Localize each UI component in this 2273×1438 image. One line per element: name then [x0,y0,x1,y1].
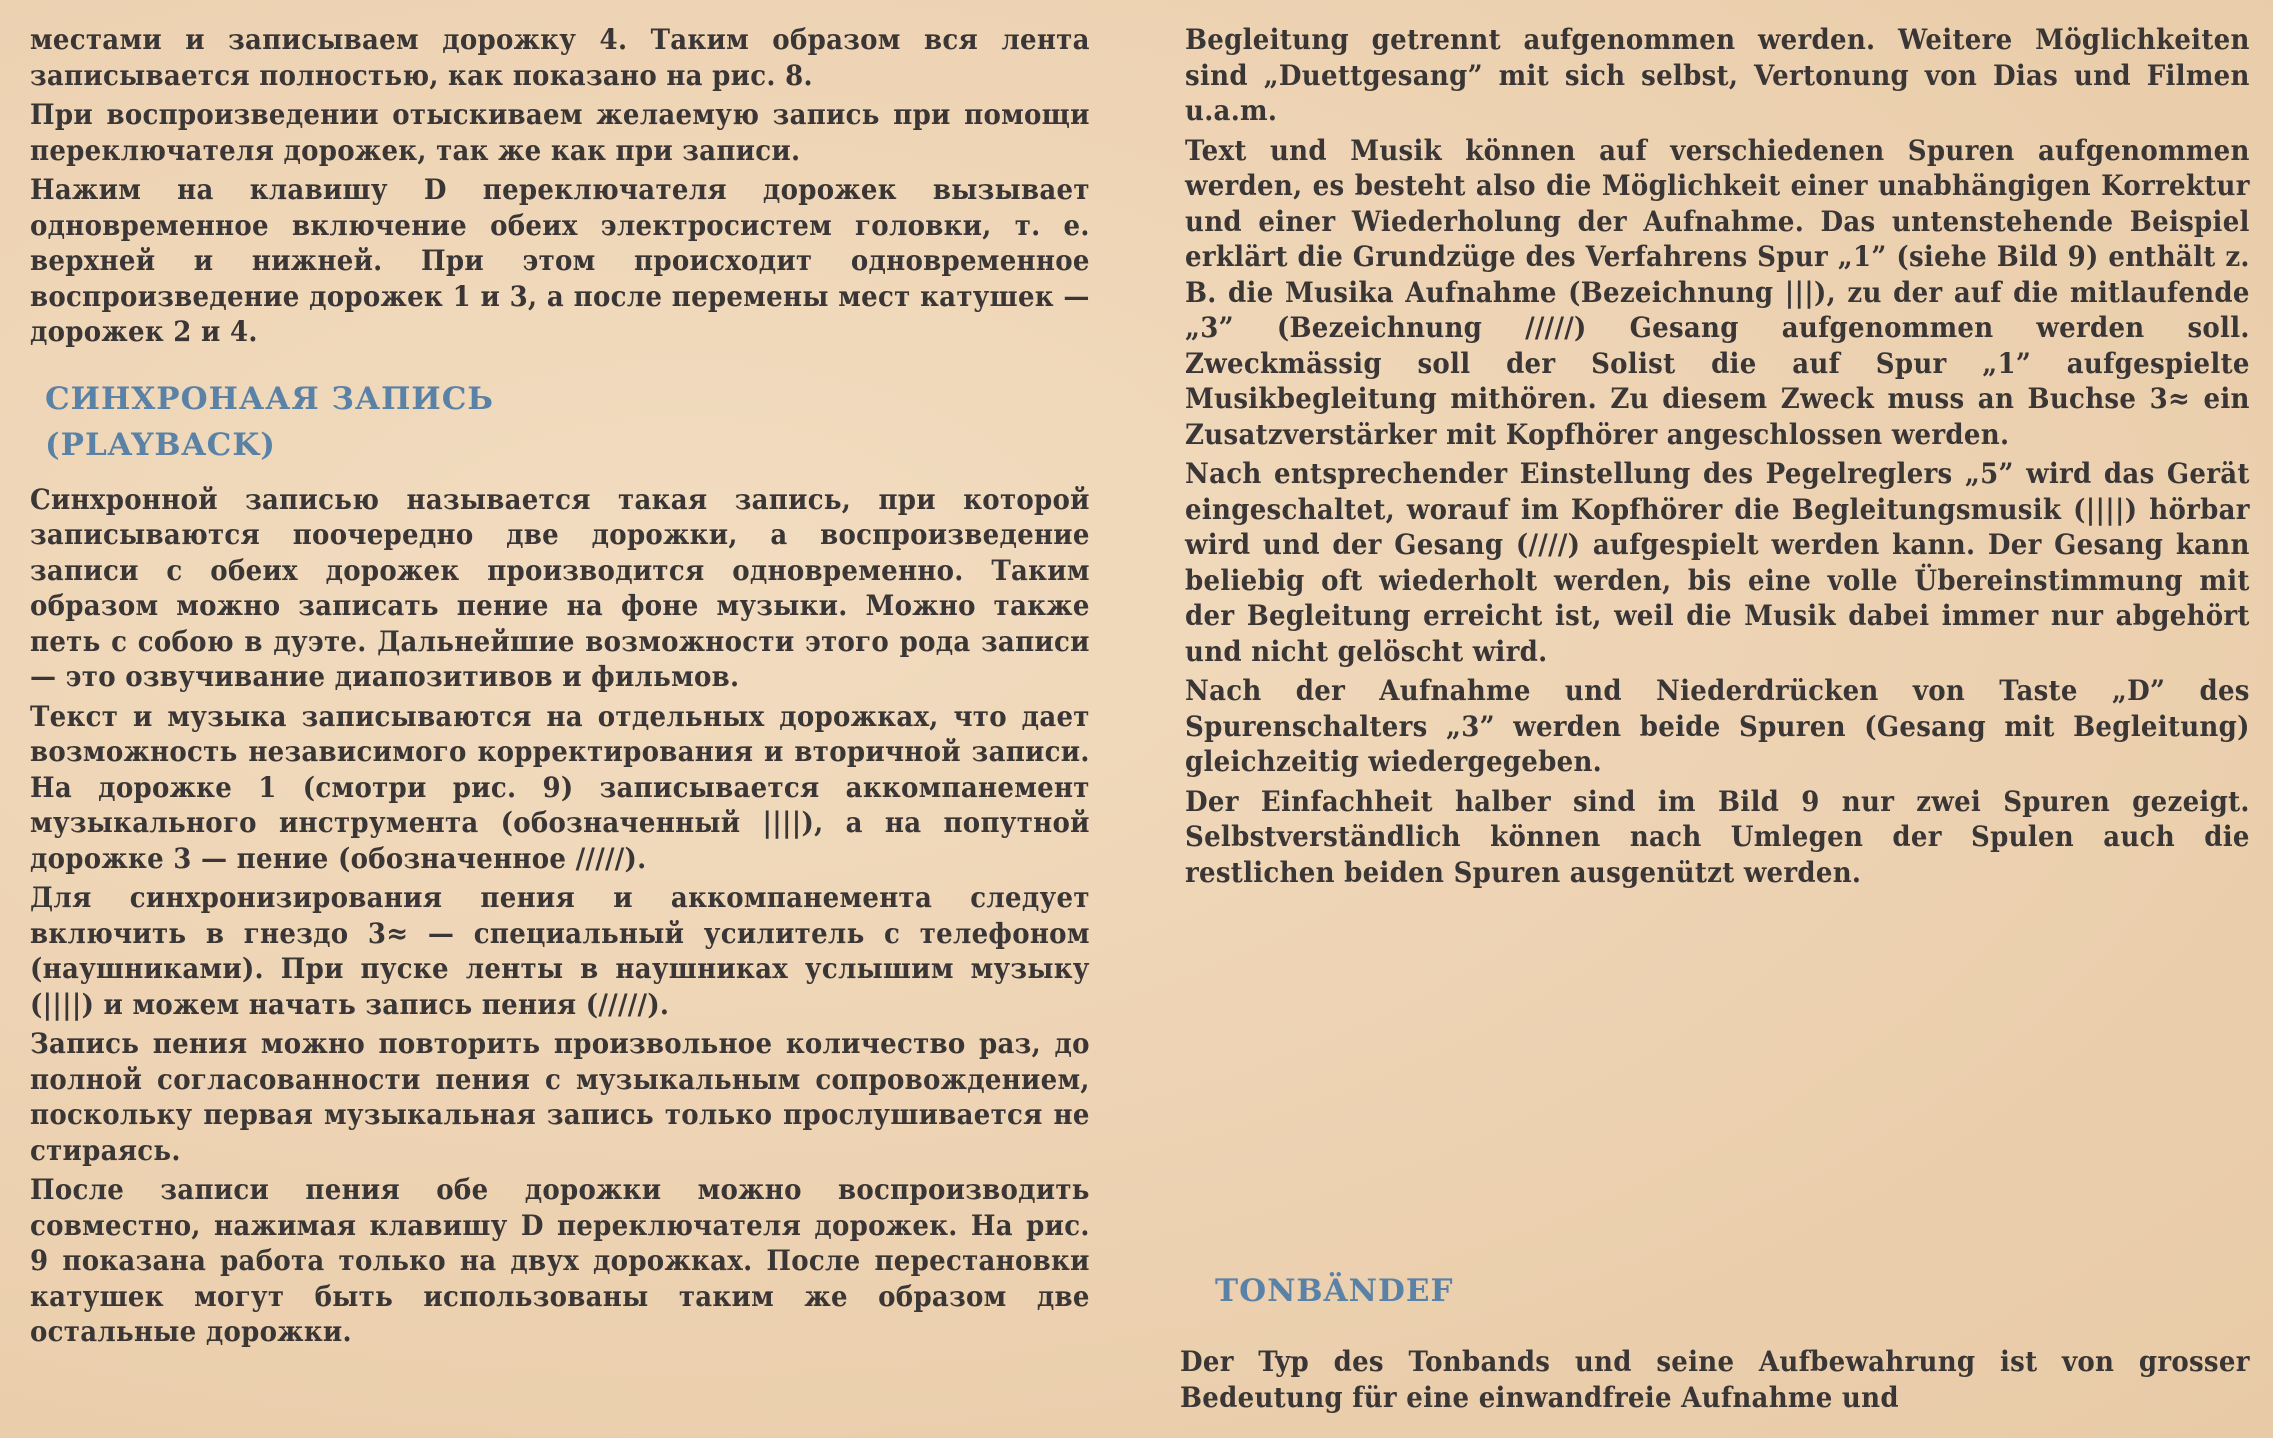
paragraph: Text und Musik können auf verschiedenen Spuren aufgenommen werden, es besteht also die Möglichkeit einer unabhängigen Korrektur und einer Wiederholung der Aufnahme. Das untenstehende Beispiel erklärt die Grundzüge des Verfahrens Spur „1” (siehe Bild 9) enthält z. B. die Musika Aufnahme (Bezeichnung |||), zu der auf die mitlaufende „3” (Bezeichnung /////) Gesang aufgenommen werden soll. Zweckmässig soll der Solist die auf Spur „1” aufgespielte Musikbegleitung mithören. Zu diesem Zweck muss an Buchse 3≈ ein Zusatzverstärker mit Kopfhörer angeschlossen werden. [1185,133,2250,451]
paragraph: местами и записываем дорожку 4. Таким образом вся лента записывается полностью, как показано на рис. 8. [30,23,1090,92]
paragraph: Nach entsprechender Einstellung des Pegelreglers „5” wird das Gerät eingeschaltet, worauf im Kopfhörer die Begleitungsmusik (||||) hörbar wird und der Gesang (////) aufgespielt werden kann. Der Gesang kann beliebig oft wiederholt werden, bis eine volle Übereinstimmung mit der Begleitung erreicht ist, weil die Musik dabei immer nur abgehört und nicht gelöscht wird. [1185,457,2250,668]
right-column-tail [1180,1344,2250,1419]
paragraph: При воспроизведении отыскиваем желаемую запись при помощи переключателя дорожек, так же как при записи. [30,98,1090,167]
left-column [30,22,1090,1354]
section-heading-playback [30,376,1090,468]
section-heading-line2: (PLAYBACK) [45,426,276,463]
paragraph: Для синхронизирования пения и аккомпанемента следует включить в гнездо 3≈ — специальный усилитель с телефоном (наушниками). При пуске ленты в наушниках услышим музыку (||||) и можем начать запись пения (/////). [30,881,1090,1021]
section-heading-tonbaender: TONBÄNDEF [1215,1273,1454,1309]
paragraph: Синхронной записью называется такая запись, при которой записываются поочередно две дорожки, а воспроизведение записи с обеих дорожек производится одновременно. Таким образом можно записать пение на фоне музыки. Можно также петь с собою в дуэте. Дальнейшие возможности этого рода записи — это озвучивание диапозитивов и фильмов. [30,482,1090,693]
paragraph: Nach der Aufnahme und Niederdrücken von Taste „D” des Spurenschalters „3” werden beide Spuren (Gesang mit Begleitung) gleichzeitig wiedergegeben. [1185,674,2250,778]
right-column [1185,22,2250,894]
section-heading-line1: СИНХРОНААЯ ЗАПИСЬ [45,380,494,417]
paragraph: Запись пения можно повторить произвольное количество раз, до полной согласованности пения с музыкальным сопровождением, поскольку первая музыкальная запись только прослушивается не стираясь. [30,1027,1090,1167]
paragraph: Der Einfachheit halber sind im Bild 9 nur zwei Spuren gezeigt. Selbstverständlich können nach Umlegen der Spulen auch die restlichen beiden Spuren ausgenützt werden. [1185,784,2250,889]
paragraph: Begleitung getrennt aufgenommen werden. Weitere Möglichkeiten sind „Duettgesang” mit sich selbst, Vertonung von Dias und Filmen u.a.m. [1185,23,2250,127]
paragraph: Текст и музыка записываются на отдельных дорожках, что дает возможность независимого корректирования и вторичной записи. На дорожке 1 (смотри рис. 9) записывается аккомпанемент музыкального инструмента (обозначенный ||||), а на попутной дорожке 3 — пение (обозначенное /////). [30,699,1090,875]
paragraph: Der Typ des Tonbands und seine Aufbewahrung ist von grosser Bedeutung für eine einwandfreie Aufnahme und [1180,1345,2250,1414]
paragraph: Нажим на клавишу D переключателя дорожек вызывает одновременное включение обеих электросистем головки, т. е. верхней и нижней. При этом происходит одновременное воспроизведение дорожек 1 и 3, а после перемены мест катушек — дорожек 2 и 4. [30,173,1090,348]
paragraph: После записи пения обе дорожки можно воспроизводить совместно, нажимая клавишу D переключателя дорожек. На рис. 9 показана работа только на двух дорожках. После перестановки катушек могут быть использованы таким же образом две остальные дорожки. [30,1173,1090,1348]
